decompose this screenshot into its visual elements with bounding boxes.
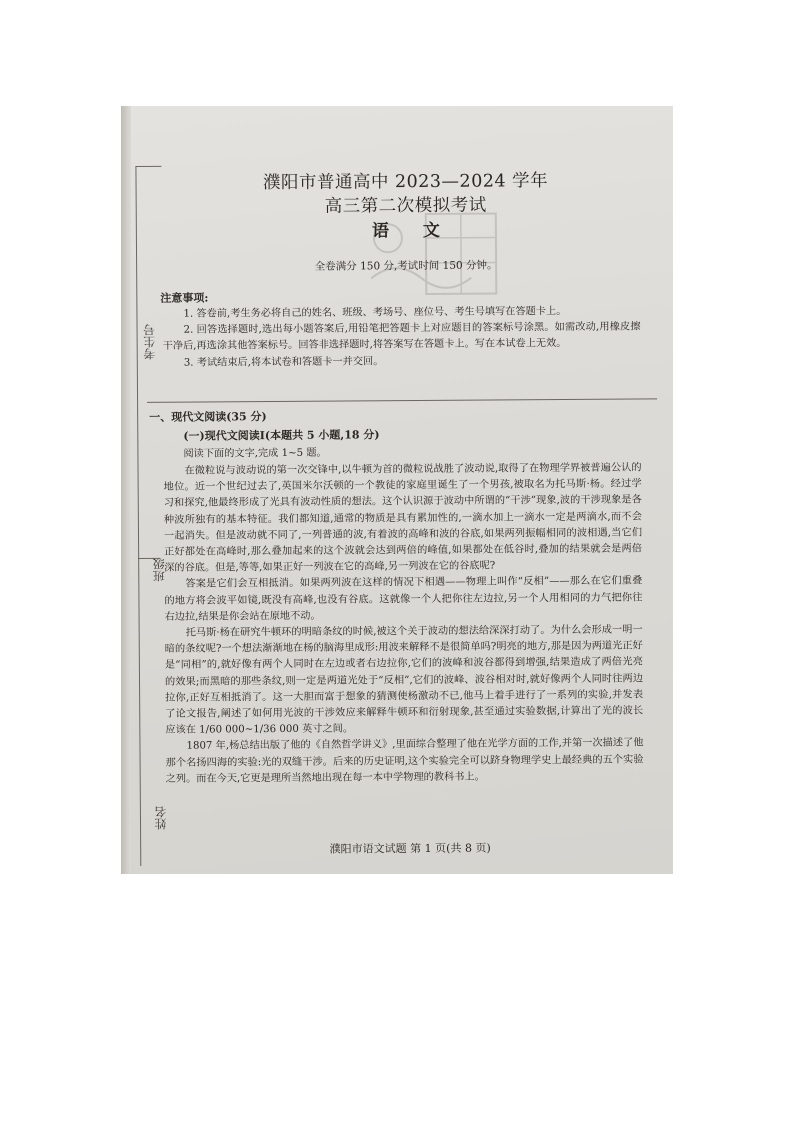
notice-list [162,303,640,371]
subsection-heading: (一)现代文阅读Ⅰ(本题共 5 小题,18 分) [183,428,380,443]
section-heading: 一、现代文阅读(35 分) [149,410,267,424]
notice-item: 2. 回答选择题时,选出每小题答案后,用铅笔把答题卡上对应题目的答案标号涂黑。如需改动,用橡皮擦干净后,再选涂其他答案标号。回答非选择题时,将答案写在答题卡上。写在本试卷上无效。 [162,321,641,353]
class-label: 班级 [152,557,167,582]
notice-item: 3. 考试结束后,将本试卷和答题卡一并交回。 [183,355,384,369]
page-footer: 濮阳市语文试题 第 1 页(共 8 页) [329,841,491,856]
passage-paragraph: 托马斯·杨在研究牛顿环的明暗条纹的时候,被这个关于波动的想法给深深打动了。为什么会形成一明一暗的条纹呢?一个想法渐渐地在杨的脑海里成形:用波来解释不是很简单吗?明亮的地方,那是因为两道光正好是“同相”的,就好像有两个人同时在左边或者右边拉你,它们的波峰和波谷都得到增强,结果造成了两倍光亮的效果;而黑暗的那些条纹,则一定是两道光处于“反相”,它们的波峰、波谷相对时,就好像两个人同时往两边拉你,正好互相抵消了。这一大胆而富于想象的猜测使杨激动不已,他马上着手进行了一系列的实验,并发表了论文报告,阐述了如何用光波的干涉效应来解释牛顿环和衍射现象,甚至通过实验数据,计算出了光的波长应该在 1/60 000~1/36 000 英寸之间。 [164,624,644,737]
reading-passage [163,460,643,787]
score-info: 全卷满分 150 分,考试时间 150 分钟。 [314,259,498,273]
exam-subject: 语 文 [371,220,454,242]
exam-title-name: 高三第二次模拟考试 [324,195,487,217]
exam-paper-photo [121,106,673,874]
passage-paragraph: 在微粒说与波动说的第一次交锋中,以牛顿为首的微粒说战胜了波动说,取得了在物理学界被普遍公认的地位。近一个世纪过去了,英国米尔沃顿的一个教徒的家庭里诞生了一个男孩,被取名为托马斯·杨。经过学习和探究,他最终形成了光具有波动性质的想法。这个认识源于波动中所谓的“干涉”现象,波的干涉现象是各种波所独有的基本特征。我们都知道,通常的物质是具有累加性的,一滴水加上一滴水一定是两滴水,而不会一起消失。但是波动就不同了,一列普通的波,有着波的高峰和波的谷底,如果两列振幅相同的波相遇,当它们正好都处在高峰时,那么叠加起来的这个波就会达到两倍的峰值,如果都处在低谷时,叠加的结果就会是两倍深的谷底。但是,等等,如果正好一列波在它的高峰,另一列波在它的谷底呢? [163,462,643,575]
binding-tick-top [135,166,161,167]
passage-paragraph: 1807 年,杨总结出版了他的《自然哲学讲义》,里面综合整理了他在光学方面的工作,并第一次描述了他那个名扬四海的实验:光的双缝干涉。后来的历史证明,这个实验完全可以跻身物理学史上最经典的五个实验之列。而在今天,它更是理所当然地出现在每一本中学物理的教科书上。 [165,737,644,785]
exam-title-year: 濮阳市普通高中 2023—2024 学年 [262,171,549,194]
section-divider [147,398,657,403]
notice-heading: 注意事项: [160,291,209,305]
passage-paragraph: 答案是它们会互相抵消。如果两列波在这样的情况下相遇——物理上叫作“反相”——那么在它们重叠的地方将会波平如镜,既没有高峰,也没有谷底。这就像一个人把你往左边拉,另一个人用相同的力气把你往右边拉,结果是你会站在原地不动。 [164,575,643,623]
reading-instruction: 阅读下面的文字,完成 1~5 题。 [183,447,327,460]
exam-number-label: 考生号 [142,323,157,360]
name-label: 姓名 [153,805,169,830]
notice-item: 1. 答卷前,考生务必将自己的姓名、班级、考场号、座位号、考生号填写在答题卡上。 [183,305,567,320]
exam-sheet [135,106,673,874]
